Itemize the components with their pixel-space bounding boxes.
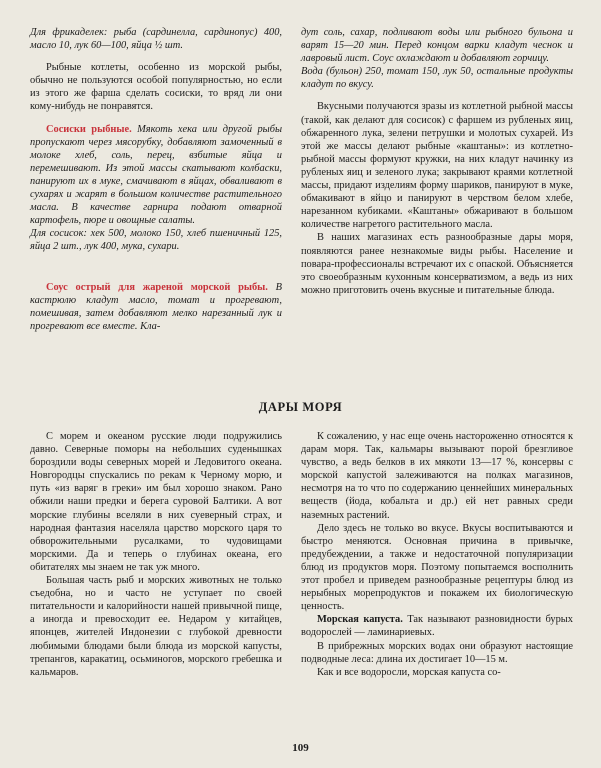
sea-cabbage-heading: Морская капуста.: [317, 614, 403, 626]
page-number: 109: [292, 742, 309, 754]
caution-paragraph: К сожалению, у нас еще очень настороженно относятся к дарам моря. Так, кальмары вызывают порой брезгливое чувство, а ведь белков в их мякоти 13—17 %, консервы с морской капустой залеживаются на полках магазинов, несмотря на то что по содержанию ценнейших минеральных веществ (йода, кобальта и др.) ей нет равных среди наземных растений.: [301, 431, 573, 521]
zrazy-paragraph: Вкусными получаются зразы из котлетной рыбной массы (такой, как делают для сосисок) с фаршем из рубленых яиц, обжаренного лука, зелени петрушки и молотых сухарей. Из этой же массы делают рыбные «каштаны»: из котлетно-рыбной массы формуют кружки, на них кладут начинку из рубленых яиц и зеленого лука; закрывают краями котлетной массы, придают изделиям форму шариков, панируют в муке, обмакивают в яйцо и панируют в черством белом хлебе, нарезанном кубиками. «Каштаны» обжаривают в большом количестве нагретого растительного масла.: [301, 101, 573, 231]
fish-sausages-heading: Сосиски рыбные.: [46, 123, 132, 135]
sauce-text: В кастрюлю кладут масло, томат и прогревают, помешивая, затем добавляют мелко нарезанный лук и прогревают все вместе. Кла-: [30, 281, 282, 332]
fish-sausages-text: Мякоть хека или другой рыбы пропускают через мясорубку, добавляют замоченный в молоке хлеб, соль, перец, взбитые яйца и перемешивают. Из этой массы скатывают колбаски, панируют их в муке, смачивают в яйцах, обваливают в сухарях и жарят в большом количестве растительного масла. В качестве гарнира подают отварной картофель, пюре и овощные салаты.: [30, 123, 282, 227]
sea-history-paragraph: С морем и океаном русские люди подружились давно. Северные поморы на небольших суденышках бороздили воды северных морей и Ледовитого океана. Новгородцы спускались по рекам к Черному морю, и путь «из варяг в греки» им был хорошо знаком. Рано обжили наши предки и берега суровой Балтики. А вот морские глубины вселяли в них суеверный страх, и народная фантазия населяла царство морского царя то обворожительными русалками, то чудовищами морскими. Да и теперь о глубинах океана, его обитателях мы знаем не так уж много.: [30, 431, 282, 573]
taste-paragraph: Дело здесь не только во вкусе. Вкусы воспитываются и быстро меняются. Основная причина в привычке, предубеждении, а также и недостаточной популяризации блюд из продуктов моря. Поэтому попытаемся восполнить этот пробел и приведем разнообразные рецептуры блюд из нерыбных морепродуктов и покажем их биологическую ценность.: [301, 522, 573, 613]
sausages-ingredients: Для сосисок: хек 500, молоко 150, хлеб пшеничный 125, яйца 2 шт., лук 400, мука, сухари.: [30, 228, 282, 253]
fish-sausages-recipe: [30, 123, 282, 228]
left-column-bottom: [30, 430, 282, 679]
fish-cutlets-paragraph: Рыбные котлеты, особенно из морской рыбы, обычно не пользуются особой популярностью, но если из этого же фарша сделать сосиски, то вряд ли они кому-нибудь не понравятся.: [30, 62, 282, 113]
left-column-top: [30, 26, 282, 333]
underwater-forests-paragraph: В прибрежных морских водах они образуют настоящие подводные леса: длина их достигает 10—15 м.: [301, 640, 573, 665]
sauce-recipe: [30, 281, 282, 333]
nutrition-paragraph: Большая часть рыб и морских животных не только съедобна, но и часто не уступает по своей питательности и калорийности нашей привычной пище, а иногда и превосходит ее. Недаром у китайцев, японцев, жителей Индонезии с глубокой древности любимыми блюдами были блюда из морской капусты, трепангов, каракатиц, осьминогов, морского гребешка и кальмаров.: [30, 575, 282, 678]
algae-paragraph: Как и все водоросли, морская капуста со-: [317, 666, 501, 678]
sauce-heading: Соус острый для жареной морской рыбы.: [46, 281, 268, 293]
sea-cabbage-text: Так называют разновидности бурых водорослей — ламинариевых.: [301, 614, 573, 639]
right-column-bottom: [301, 430, 573, 679]
sea-cabbage-paragraph: [301, 613, 573, 639]
meatball-ingredients: Для фрикаделек: рыба (сардинелла, сардинопус) 400, масло 10, лук 60—100, яйца ½ шт.: [30, 27, 282, 52]
right-column-top: [301, 26, 573, 297]
sauce-ingredients: Вода (бульон) 250, томат 150, лук 50, остальные продукты кладут по вкусу.: [301, 66, 573, 91]
section-title: ДАРЫ МОРЯ: [258, 400, 343, 414]
seafood-stores-paragraph: В наших магазинах есть разнообразные дары моря, появляются ранее незнакомые виды рыбы. Население и повара-профессионалы встречают их с опаской. Объясняется это своеобразным кухонным консерватизмом, а ведь из них можно приготовить очень вкусные и питательные блюда.: [301, 232, 573, 296]
sauce-continuation: дут соль, сахар, подливают воды или рыбного бульона и варят 15—20 мин. Перед концом варки кладут чеснок и лавровый лист. Соус охлаждают и добавляют горчицу.: [301, 27, 573, 65]
